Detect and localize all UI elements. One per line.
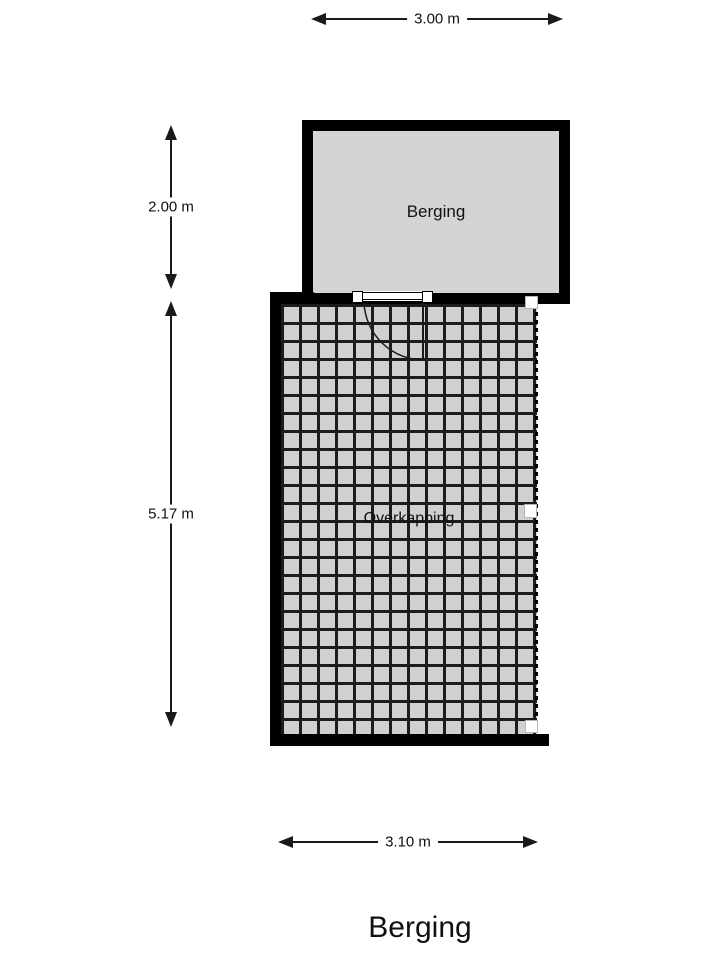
door-swing-arc bbox=[358, 302, 428, 364]
arrow-down-icon bbox=[165, 712, 177, 727]
support-post-bottom bbox=[525, 720, 538, 733]
dimension-bottom-label: 3.10 m bbox=[378, 833, 438, 852]
overkapping-left-wall bbox=[270, 292, 281, 746]
arrow-left-icon bbox=[278, 836, 293, 848]
arrow-right-icon bbox=[523, 836, 538, 848]
arrow-up-icon bbox=[165, 125, 177, 140]
overkapping-open-side-dashed-line bbox=[535, 304, 538, 734]
dimension-left-lower-label: 5.17 m bbox=[141, 505, 201, 524]
room-berging-label: Berging bbox=[406, 202, 466, 221]
room-overkapping-floor bbox=[281, 304, 537, 734]
arrow-down-icon bbox=[165, 274, 177, 289]
room-berging bbox=[302, 120, 570, 304]
arrow-left-icon bbox=[311, 13, 326, 25]
door-threshold bbox=[363, 291, 422, 301]
arrow-up-icon bbox=[165, 301, 177, 316]
plan-title: Berging bbox=[368, 911, 472, 944]
dimension-left-lower bbox=[148, 301, 194, 727]
dimension-top bbox=[311, 11, 563, 27]
dimension-top-label: 3.00 m bbox=[407, 10, 467, 29]
room-berging-floor bbox=[313, 131, 559, 293]
arrow-right-icon bbox=[548, 13, 563, 25]
support-post-middle bbox=[524, 504, 537, 518]
overkapping-bottom-wall bbox=[270, 734, 549, 746]
support-post-top bbox=[525, 296, 538, 309]
room-overkapping-label: Overkapping bbox=[363, 510, 455, 527]
dimension-left-upper bbox=[148, 125, 194, 289]
dimension-left-upper-label: 2.00 m bbox=[141, 198, 201, 217]
dimension-bottom bbox=[278, 834, 538, 850]
